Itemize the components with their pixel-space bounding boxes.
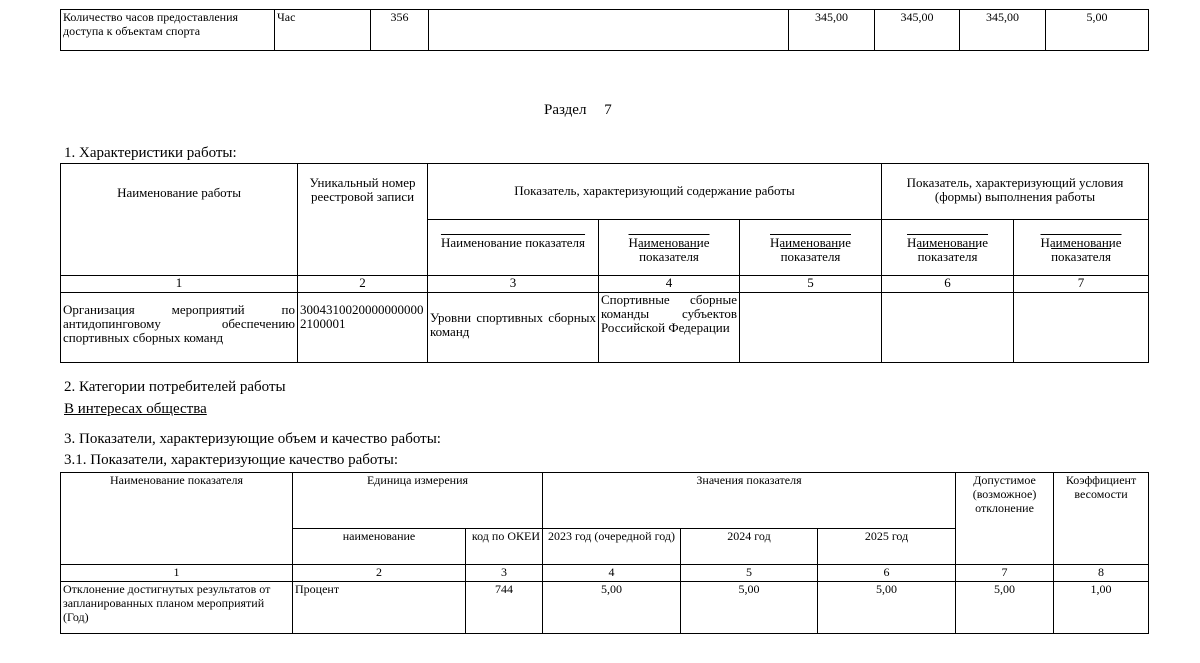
cell-value-2024: 345,00 bbox=[875, 10, 960, 51]
header-unit-group: Единица измерения bbox=[293, 473, 543, 529]
subheader-indicator-3 bbox=[428, 220, 599, 276]
characteristics-table bbox=[60, 163, 1149, 363]
header-unit-name: наименование bbox=[293, 529, 466, 565]
volume-quality-title: 3. Показатели, характеризующие объем и качество работы: bbox=[64, 431, 441, 447]
col-number: 1 bbox=[61, 276, 298, 293]
prev-table-last-row bbox=[60, 9, 1149, 51]
header-work-name: Наименование работы bbox=[61, 164, 298, 276]
cell-weight: 1,00 bbox=[1054, 582, 1149, 634]
cell-work-name bbox=[61, 293, 298, 363]
col-number: 2 bbox=[298, 276, 428, 293]
cell-deviation: 5,00 bbox=[956, 582, 1054, 634]
cell-registry: 30043100200000000002100001 bbox=[298, 293, 428, 363]
cell-value-2024: 5,00 bbox=[681, 582, 818, 634]
subheader-indicator-6 bbox=[882, 220, 1014, 276]
col-number: 3 bbox=[428, 276, 599, 293]
cell-value-2023: 345,00 bbox=[789, 10, 875, 51]
header-values-group: Значения показателя bbox=[543, 473, 956, 529]
section-number: 7 bbox=[604, 102, 612, 118]
cell-value-2025: 345,00 bbox=[960, 10, 1046, 51]
subheader-indicator-7 bbox=[1014, 220, 1149, 276]
cell-col7 bbox=[1014, 293, 1149, 363]
header-weight: Коэффициент весомости bbox=[1054, 473, 1149, 565]
header-deviation: Допустимое (возможное) отклонение bbox=[956, 473, 1054, 565]
cell-unit: Час bbox=[275, 10, 371, 51]
header-2025: 2025 год bbox=[818, 529, 956, 565]
cell-value-2023: 5,00 bbox=[543, 582, 681, 634]
cell-value-2025: 5,00 bbox=[818, 582, 956, 634]
col-number: 3 bbox=[466, 565, 543, 582]
col-number: 6 bbox=[818, 565, 956, 582]
col-number: 5 bbox=[740, 276, 882, 293]
section-heading bbox=[544, 101, 612, 119]
cell-unit: Процент bbox=[293, 582, 466, 634]
volume-quality-subtitle: 3.1. Показатели, характеризующие качество работы: bbox=[64, 452, 398, 468]
col-number: 6 bbox=[882, 276, 1014, 293]
header-2023: 2023 год (очередной год) bbox=[543, 529, 681, 565]
header-content-group: Показатель, характеризующий содержание работы bbox=[428, 164, 882, 220]
col-number: 7 bbox=[956, 565, 1054, 582]
cell-code: 356 bbox=[371, 10, 429, 51]
subheader-text: Наименование показателя bbox=[440, 235, 586, 250]
header-indicator: Наименование показателя bbox=[61, 473, 293, 565]
col-number: 1 bbox=[61, 565, 293, 582]
subheader-text: Наименование показателя bbox=[1040, 235, 1122, 264]
cell-col6 bbox=[882, 293, 1014, 363]
header-registry: Уникальный номер реестровой записи bbox=[298, 164, 428, 276]
col-number: 4 bbox=[543, 565, 681, 582]
subheader-text: Наименование показателя bbox=[770, 235, 851, 264]
cell-deviation: 5,00 bbox=[1046, 10, 1149, 51]
subheader-text: Наименование показателя bbox=[907, 235, 989, 264]
col-number: 4 bbox=[599, 276, 740, 293]
cell-col4 bbox=[599, 293, 740, 363]
col-number: 7 bbox=[1014, 276, 1149, 293]
subheader-indicator-5 bbox=[740, 220, 882, 276]
subheader-text: Наименование показателя bbox=[628, 235, 710, 264]
cell-okei: 744 bbox=[466, 582, 543, 634]
consumers-value: В интересах общества bbox=[64, 401, 207, 417]
col3-text: Уровни спортивных сборных команд bbox=[430, 310, 596, 339]
cell-col5 bbox=[740, 293, 882, 363]
subheader-indicator-4 bbox=[599, 220, 740, 276]
section-label: Раздел bbox=[544, 102, 587, 118]
col-number: 2 bbox=[293, 565, 466, 582]
header-conditions-group: Показатель, характеризующий условия (формы) выполнения работы bbox=[882, 164, 1149, 220]
cell-indicator-name: Количество часов предоставления доступа к объектам спорта bbox=[61, 10, 275, 51]
col-number: 8 bbox=[1054, 565, 1149, 582]
work-name-text: Организация мероприятий по антидопинговому обеспечению спортивных сборных команд bbox=[63, 302, 295, 345]
col4-text: Спортивные сборные команды субъектов Российской Федерации bbox=[601, 292, 737, 335]
consumers-title: 2. Категории потребителей работы bbox=[64, 379, 286, 395]
header-okei: код по ОКЕИ bbox=[466, 529, 543, 565]
cell-indicator: Отклонение достигнутых результатов от запланированных планом мероприятий (Год) bbox=[61, 582, 293, 634]
quality-table bbox=[60, 472, 1149, 634]
header-2024: 2024 год bbox=[681, 529, 818, 565]
cell-empty bbox=[429, 10, 789, 51]
col-number: 5 bbox=[681, 565, 818, 582]
cell-col3 bbox=[428, 293, 599, 363]
characteristics-title: 1. Характеристики работы: bbox=[64, 145, 237, 161]
